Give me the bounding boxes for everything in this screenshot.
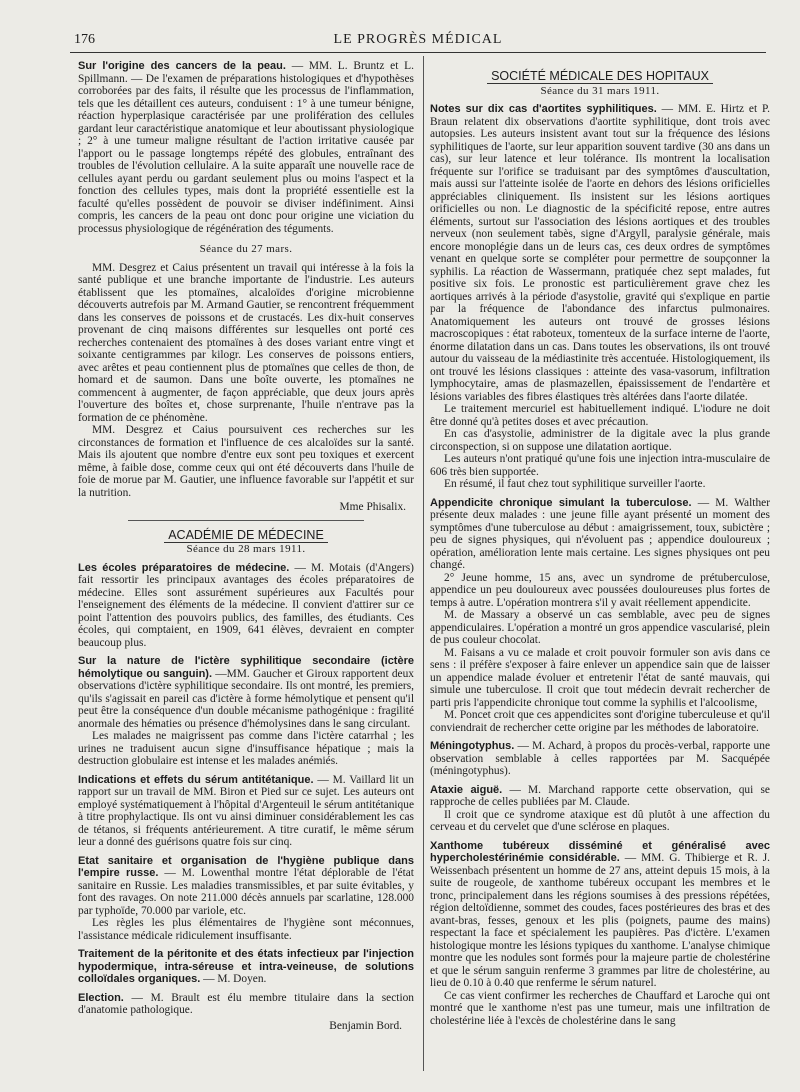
article-body: rapporte cette observation, qui se rapproche de celles publiées par M. Claude. — [430, 783, 770, 808]
article-title: Etat sanitaire et organisation de l'hygiène publique dans l'empire russe. — [78, 854, 414, 879]
article-title: Election. — [78, 991, 124, 1004]
paragraph: Le traitement mercuriel est habituellement indiqué. L'iodure ne doit être donné qu'à petites doses et avec précaution. — [430, 403, 770, 428]
article-xanthome-tubereux — [430, 840, 770, 990]
paragraph: MM. Desgrez et Caius poursuivent ces recherches sur les circonstances de formation et l'influence de ces alcaloïdes sur la santé. Mais ils ajoutent que nombre d'entre eux sont peu toxiques et exercent même, à faible dose, comme ceux qui ont été découverts dans l'huile de foie de morue par M. Gautier, une influence favorable sur l'appétit et sur la nutrition. — [78, 424, 414, 499]
article-title: Les écoles préparatoires de médecine. — [78, 561, 290, 574]
article-authors: — M. Walther — [697, 496, 770, 509]
article-authors: — MM. L. Bruntz et L. Spillmann. — [78, 60, 414, 85]
right-column — [430, 60, 770, 1080]
article-ictere-syphilitique — [78, 655, 414, 730]
article-title: Ataxie aiguë. — [430, 783, 503, 796]
page-number: 176 — [74, 32, 95, 47]
article-body: relatent dix observations d'aortite syphilitique, dont trois avec autopsies. Les auteurs insistent avant tout sur la fréquence des lésions syphilitiques de l'aorte, sur leur apparition souvent tardive (30 ans dans un cas), sur leur latence et leur tolérance. Ils montrent la localisation fréquente sur l'orifice se traduisant par des symptômes d'auscultation, mais aussi sur l'atteinte isolée de l'aorte en dehors des lésions orificielles appréciables cliniquement. Ils insistent sur les lésions aortiques orificielles ou non. Le diagnostic de la spécificité repose, entre autres éléments, surtout sur l'association des lésions aortiques et des troubles nerveux (non seulement tabès, signe d'Argyll, paralysie générale, mais encore monoplégie dans un de leurs cas, ces deux ordres de symptômes venant en quelque sorte se compléter pour permettre de soupçonner la syphilis. La réaction de Wassermann, pratiquée chez sept malades, fut positive six fois. Le pronostic est particulièrement grave chez les aortiques arrivés à la période d'asystolie, gravité qui s'explique en partie par la fréquence de l'abondance des infarctus pulmonaires. Anatomiquement les auteurs ont trouvé de grosses lésions macroscopiques : état raboteux, tomenteux de la surface interne de l'aorte, énorme dilatation dans un cas. Dans toutes les observations, ils ont trouvé autour du vaisseau de la médiastinite très accentuée. Histologiquement, ils ont trouvé les lésions classiques : atteinte des vasa-vasorum, infiltration lymphocytaire, amas de plasmazellen, épaississement de l'endartère et lésions variables des fibres élastiques très altérées dans l'aorte dilatée. — [430, 115, 770, 403]
article-body: lit un rapport sur un travail de MM. Biron et Pied sur ce sujet. Les auteurs ont employé systématiquement à l'hôpital d'Argenteuil le sérum antitétanique à titre prophylactique. Ils ont vu ainsi diminuer considérablement les cas de tétanos, si fréquents antérieurement. A titre curatif, le même sérum leur a donné des guérisons quatre fois sur cinq. — [78, 773, 414, 848]
article-title: Notes sur dix cas d'aortites syphilitiques. — [430, 103, 657, 115]
article-body: présentent un homme de 27 ans, atteint depuis 15 mois, à la suite de rougeole, de xanthome tubéreux occupant les membres et le tronc, principalement dans les régions soumises à des pressions répétées, région deltoïdienne, sommet des coudes, faces postérieures des bras et des avant-bras, fesses, genoux et les plis (poignets, paume des mains) respectant la face et spécialement les paupières. Pas d'ictère. L'examen histologique montre les lésions typiques du xanthome. L'analyse chimique montre que les nodules sont formés pour la majeure partie de cholestérine et que le sérum sanguin renferme 3 grammes par litre de cholestérine, au lieu de 0.10 à 0.40 que renferme le sérum naturel. — [430, 864, 770, 989]
seance-date: Séance du 27 mars. — [199, 243, 293, 255]
paragraph: Les auteurs n'ont pratiqué qu'une fois une injection intra-musculaire de 606 très bien supportée. — [430, 453, 770, 478]
section-rule — [128, 520, 363, 521]
article-etat-sanitaire-russie — [78, 855, 414, 918]
column-divider — [423, 56, 424, 1071]
page-header — [70, 30, 766, 52]
seance-date: Séance du 28 mars 1911. — [186, 543, 306, 555]
paragraph: MM. Desgrez et Caius présentent un travail qui intéresse à la fois la santé publique et une branche importante de l'industrie. Les auteurs établissent que les ptomaïnes, alcaloïdes d'origine microbienne découverts autrefois par M. Armand Gautier, se rencontrent fréquemment dans les conserves de poissons et de crustacés. Les dix-huit conserves provenant de cinq maisons différentes sur lesquelles ont porté ces recherches contenaient des ptomaïnes à des doses variant entre vingt et soixante centigrammes par kilogr. Les conserves de poissons entiers, avec arêtes et peau contiennent plus de ptomaïnes que celles de thon, de homard et de saumon. Dans une boîte ouverte, les ptomaïnes ne commencent à augmenter, de façon appréciable, que deux jours après l'ouverture des boîtes et, chose surprenante, l'huile n'entrave pas la formation de ce phénomène. — [78, 261, 414, 424]
article-aortites-syphilitiques — [430, 103, 770, 403]
article-meningotyphus — [430, 740, 770, 778]
article-ecoles-preparatoires — [78, 562, 414, 650]
paragraph: En résumé, il faut chez tout syphilitique surveiller l'aorte. — [444, 478, 706, 490]
paragraph: M. Poncet croit que ces appendicites sont d'origine tuberculeuse et qu'il conviendrait de rechercher cette origine par les méthodes de laboratoire. — [430, 709, 770, 734]
article-authors: — M. Lowenthal — [164, 867, 250, 879]
article-authors: — MM. G. Thibierge et R. J. Weissenbach — [430, 852, 770, 877]
article-title: Méningotyphus. — [430, 740, 515, 752]
article-peritonite — [78, 948, 414, 986]
article-title: Indications et effets du sérum antitétanique. — [78, 773, 314, 786]
article-authors: — MM. E. Hirtz et P. Braun — [430, 103, 770, 128]
article-ataxie-aigue — [430, 784, 770, 809]
article-body: rapportent deux observations d'ictère syphilitique secondaire. Ils ont montré, les premiers, qu'ils s'agissait en pareil cas d'ictère à forme hémolytique et pensent qu'il peut être la conséquence d'un double mécanisme pathogénique : fragilité anormale des hématies ou présence d'hémolysines dans le sang circulant. — [78, 667, 414, 730]
article-authors: — M. Vaillard — [317, 773, 386, 786]
article-body: est élu membre titulaire dans la section d'anatomie pathologique. — [78, 991, 414, 1016]
article-authors: — M. Doyen. — [203, 973, 267, 985]
paragraph: Les malades ne maigrissent pas comme dans l'ictère catarrhal ; les urines ne traduisent aucun signe d'insuffisance hépatique ; mais la destruction globulaire est intense et les malades anémiés. — [78, 730, 414, 767]
article-title: Sur la nature de l'ictère syphilitique secondaire (ictère hémolytique ou sanguin). — [78, 655, 414, 680]
journal-title: LE PROGRÈS MÉDICAL — [333, 32, 503, 47]
article-body: — De l'examen de préparations histologiques et d'hypothèses corroborées par des faits, il résulte que les processus de l'inflammation, tels que les détaillent ces auteurs, conduisent : 1° à une tumeur bénigne, réaction hyperplasique caractérisée par une prolifération des cellules gardant leur caractéristique anatomique et leur aboutissant physiologique ; 2° à une tumeur maligne résultant de l'action irritative causée par l'apport ou le passage longtemps répété des globules, entraînant des troubles de l'évolution cellulaire. A la suite apparaît une nouvelle race de cellules ayant perdu ou gardant seulement plus ou moins l'aspect et la fonction des cellules types, mais dont la propriété essentielle est la faculté qu'elles possèdent de pouvoir se diviser indéfiniment. Ainsi compris, les cancers de la peau ont donc pour origine une viciation du processus physiologique de régénération des téguments. — [78, 72, 414, 235]
section-heading-societe: SOCIÉTÉ MÉDICALE DES HOPITAUX — [430, 70, 770, 83]
article-authors: — M. Brault — [131, 991, 200, 1004]
article-serum-antitetanique — [78, 774, 414, 849]
article-title: Traitement de la péritonite et des états infectieux par l'injection hypodermique, intra-séreuse et intra-veineuse, de solutions colloïdales organiques. — [78, 948, 414, 985]
article-election — [78, 992, 414, 1017]
paragraph: Les règles les plus élémentaires de l'hygiène sont méconnues, l'assistance médicale ridiculement insuffisante. — [78, 917, 414, 942]
seance-date: Séance du 31 mars 1911. — [540, 84, 660, 97]
article-body: montre l'état déplorable de l'état sanitaire en Russie. Les maladies transmissibles, et par suite évitables, y font des ravages. On note 211.000 décès annuels par scarlatine, 128.000 par typhoïde, 70.000 par variole, etc. — [78, 867, 414, 917]
article-title: Sur l'origine des cancers de la peau. — [78, 60, 286, 72]
paragraph: M. de Massary a observé un cas semblable, avec peu de signes appendiculaires. L'opération a montré un gros appendice vascularisé, plein de pus couleur chocolat. — [430, 609, 770, 646]
paragraph: Ce cas vient confirmer les recherches de Chauffard et Laroche qui ont montré que le xanthome n'est pas une tumeur, mais une infiltration de cholestérine liée à l'excès de cholestérine dans le sang — [430, 989, 770, 1027]
paragraph: En cas d'asystolie, administrer de la digitale avec la plus grande circonspection, si on suppose une dilatation aortique. — [430, 428, 770, 453]
section-heading-academie: ACADÉMIE DE MÉDECINE — [78, 529, 414, 542]
article-body: à propos du procès-verbal, rapporte une observation semblable à celles rapportées par M. Sacquépée (méningotyphus). — [430, 740, 770, 777]
article-body: fait ressortir les principaux avantages des écoles préparatoires de médecine. Elles sont assurément supérieures aux Facultés pour l'enseignement des éléments de la médecine. Il convient d'attirer sur ce point l'attention des pouvoirs publics, des familles, des étudiants. Ces écoles, qui comptaient, en 1909, 641 élèves, devraient en compter beaucoup plus. — [78, 574, 414, 649]
article-appendicite-chronique — [430, 497, 770, 572]
signature: Benjamin Bord. — [329, 1019, 402, 1032]
header-rule — [70, 52, 766, 53]
paragraph: M. Faisans a vu ce malade et croit pouvoir formuler son avis dans ce sens : il préfère s'exposer à faire enlever un appendice sain que de laisser un appendice malade évoluer et entretenir l'état de santé mauvais, qui simule une tuberculose. Il croit que tout médecin devrait rechercher de parti pris l'appendicite chronique tout comme la syphilis et l'alcoolisme, — [430, 646, 770, 709]
paragraph: Il croit que ce syndrome ataxique est dû plutôt à une affection du cerveau et du cervelet que d'une sclérose en plaques. — [430, 808, 770, 833]
article-cancers-peau — [78, 60, 414, 235]
article-title: Appendicite chronique simulant la tuberculose. — [430, 496, 692, 509]
signature: Mme Phisalix. — [339, 501, 406, 513]
article-body: présente deux malades : une jeune fille ayant présenté un moment des symptômes d'une tuberculose au début : amaigrissement, toux, subictère ; peu de signes physiques, qui n'évoluent pas ; appendice douloureux ; opération, amélioration lente mais certaine. Les signes physiques ont peu changé. — [430, 509, 770, 571]
article-title: Xanthome tubéreux disséminé et généralisé avec hypercholestérinémie considérable. — [430, 839, 770, 864]
paragraph: 2° Jeune homme, 15 ans, avec un syndrome de prétuberculose, appendice un peu douloureux avec poussées douloureuses plus fortes de temps à autre. L'opération montrera s'il y avait réellement appendicite. — [430, 571, 770, 609]
left-column — [78, 60, 414, 1080]
article-authors: — M. Achard, — [517, 740, 585, 752]
article-authors: — M. Motais (d'Angers) — [294, 561, 414, 574]
article-authors: — M. Marchand — [509, 783, 595, 796]
article-authors: —MM. Gaucher et Giroux — [215, 667, 339, 680]
